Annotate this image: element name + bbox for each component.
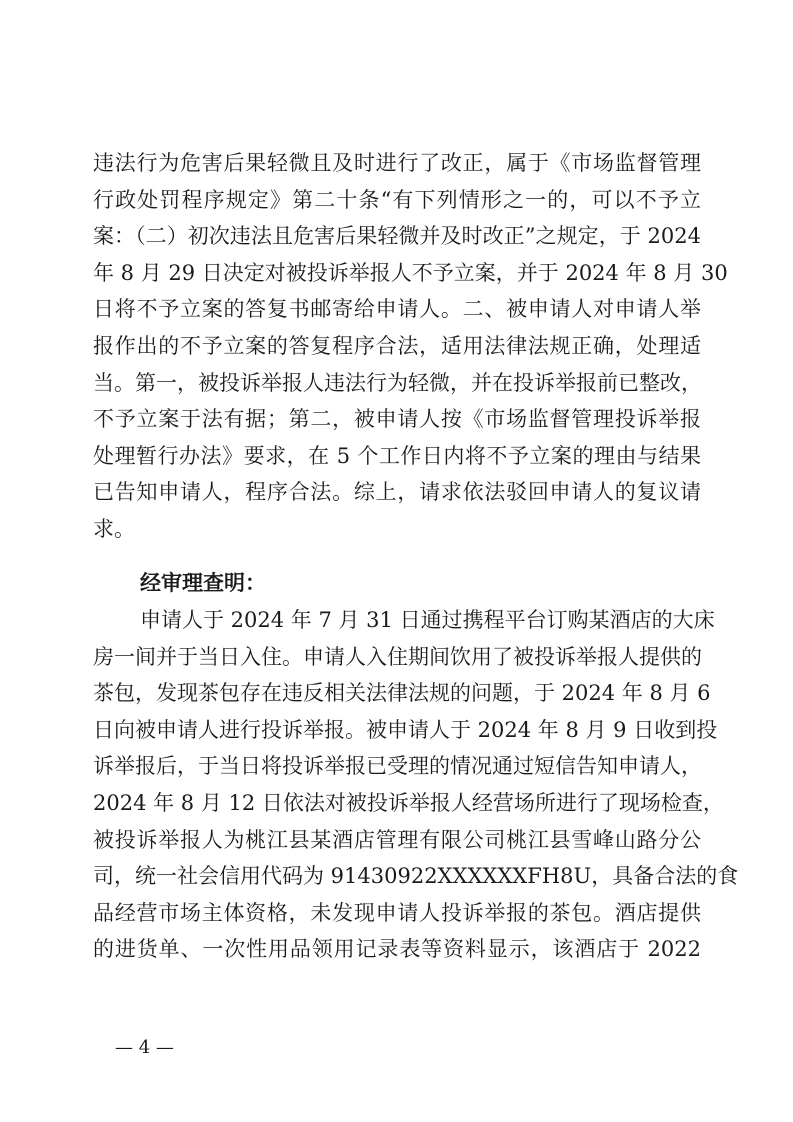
text-line: 报作出的不予立案的答复程序合法，适用法律法规正确，处理适 <box>93 334 701 358</box>
text-line: 处理暂行办法》要求，在 5 个工作日内将不予立案的理由与结果 <box>93 443 701 468</box>
text-line: 日将不予立案的答复书邮寄给申请人。二、被申请人对申请人举 <box>93 297 701 322</box>
text-line: 当。第一，被投诉举报人违法行为轻微，并在投诉举报前已整改， <box>93 370 702 395</box>
text-line: 案：（二）初次违法且危害后果轻微并及时改正”之规定，于 2024 <box>93 224 701 249</box>
text-line: 日向被申请人进行投诉举报。被申请人于 2024 年 8 月 9 日收到投 <box>93 717 718 742</box>
text-line: 茶包，发现茶包存在违反相关法律法规的问题，于 2024 年 8 月 6 <box>93 681 711 706</box>
text-line: 品经营市场主体资格，未发现申请人投诉举报的茶包。酒店提供 <box>93 900 701 925</box>
text-line: 年 8 月 29 日决定对被投诉举报人不予立案，并于 2024 年 8 月 30 <box>93 260 728 285</box>
text-line: 2024 年 8 月 12 日依法对被投诉举报人经营场所进行了现场检查， <box>93 791 724 815</box>
text-line: 已告知申请人，程序合法。综上，请求依法驳回申请人的复议请 <box>93 480 701 505</box>
text-line: 被投诉举报人为桃江县某酒店管理有限公司桃江县雪峰山路分公 <box>93 827 701 852</box>
text-line: 行政处罚程序规定》第二十条“有下列情形之一的，可以不予立 <box>93 187 701 212</box>
text-line: 房一间并于当日入住。申请人入住期间饮用了被投诉举报人提供的 <box>93 644 702 669</box>
page-number: — 4 — <box>115 1037 174 1058</box>
text-line: 求。 <box>93 517 135 541</box>
text-line: 司，统一社会信用代码为 91430922XXXXXXFH8U，具备合法的食 <box>93 864 739 889</box>
text-line: 申请人于 2024 年 7 月 31 日通过携程平台订购某酒店的大床 <box>140 608 715 632</box>
section-heading: 经审理查明： <box>140 571 266 595</box>
text-line: 违法行为危害后果轻微且及时进行了改正，属于《市场监督管理 <box>93 151 701 175</box>
text-line: 不予立案于法有据；第二，被申请人按《市场监督管理投诉举报 <box>93 407 701 432</box>
text-line: 诉举报后，于当日将投诉举报已受理的情况通过短信告知申请人， <box>93 754 702 779</box>
text-line: 的进货单、一次性用品领用记录表等资料显示，该酒店于 2022 <box>93 937 701 962</box>
